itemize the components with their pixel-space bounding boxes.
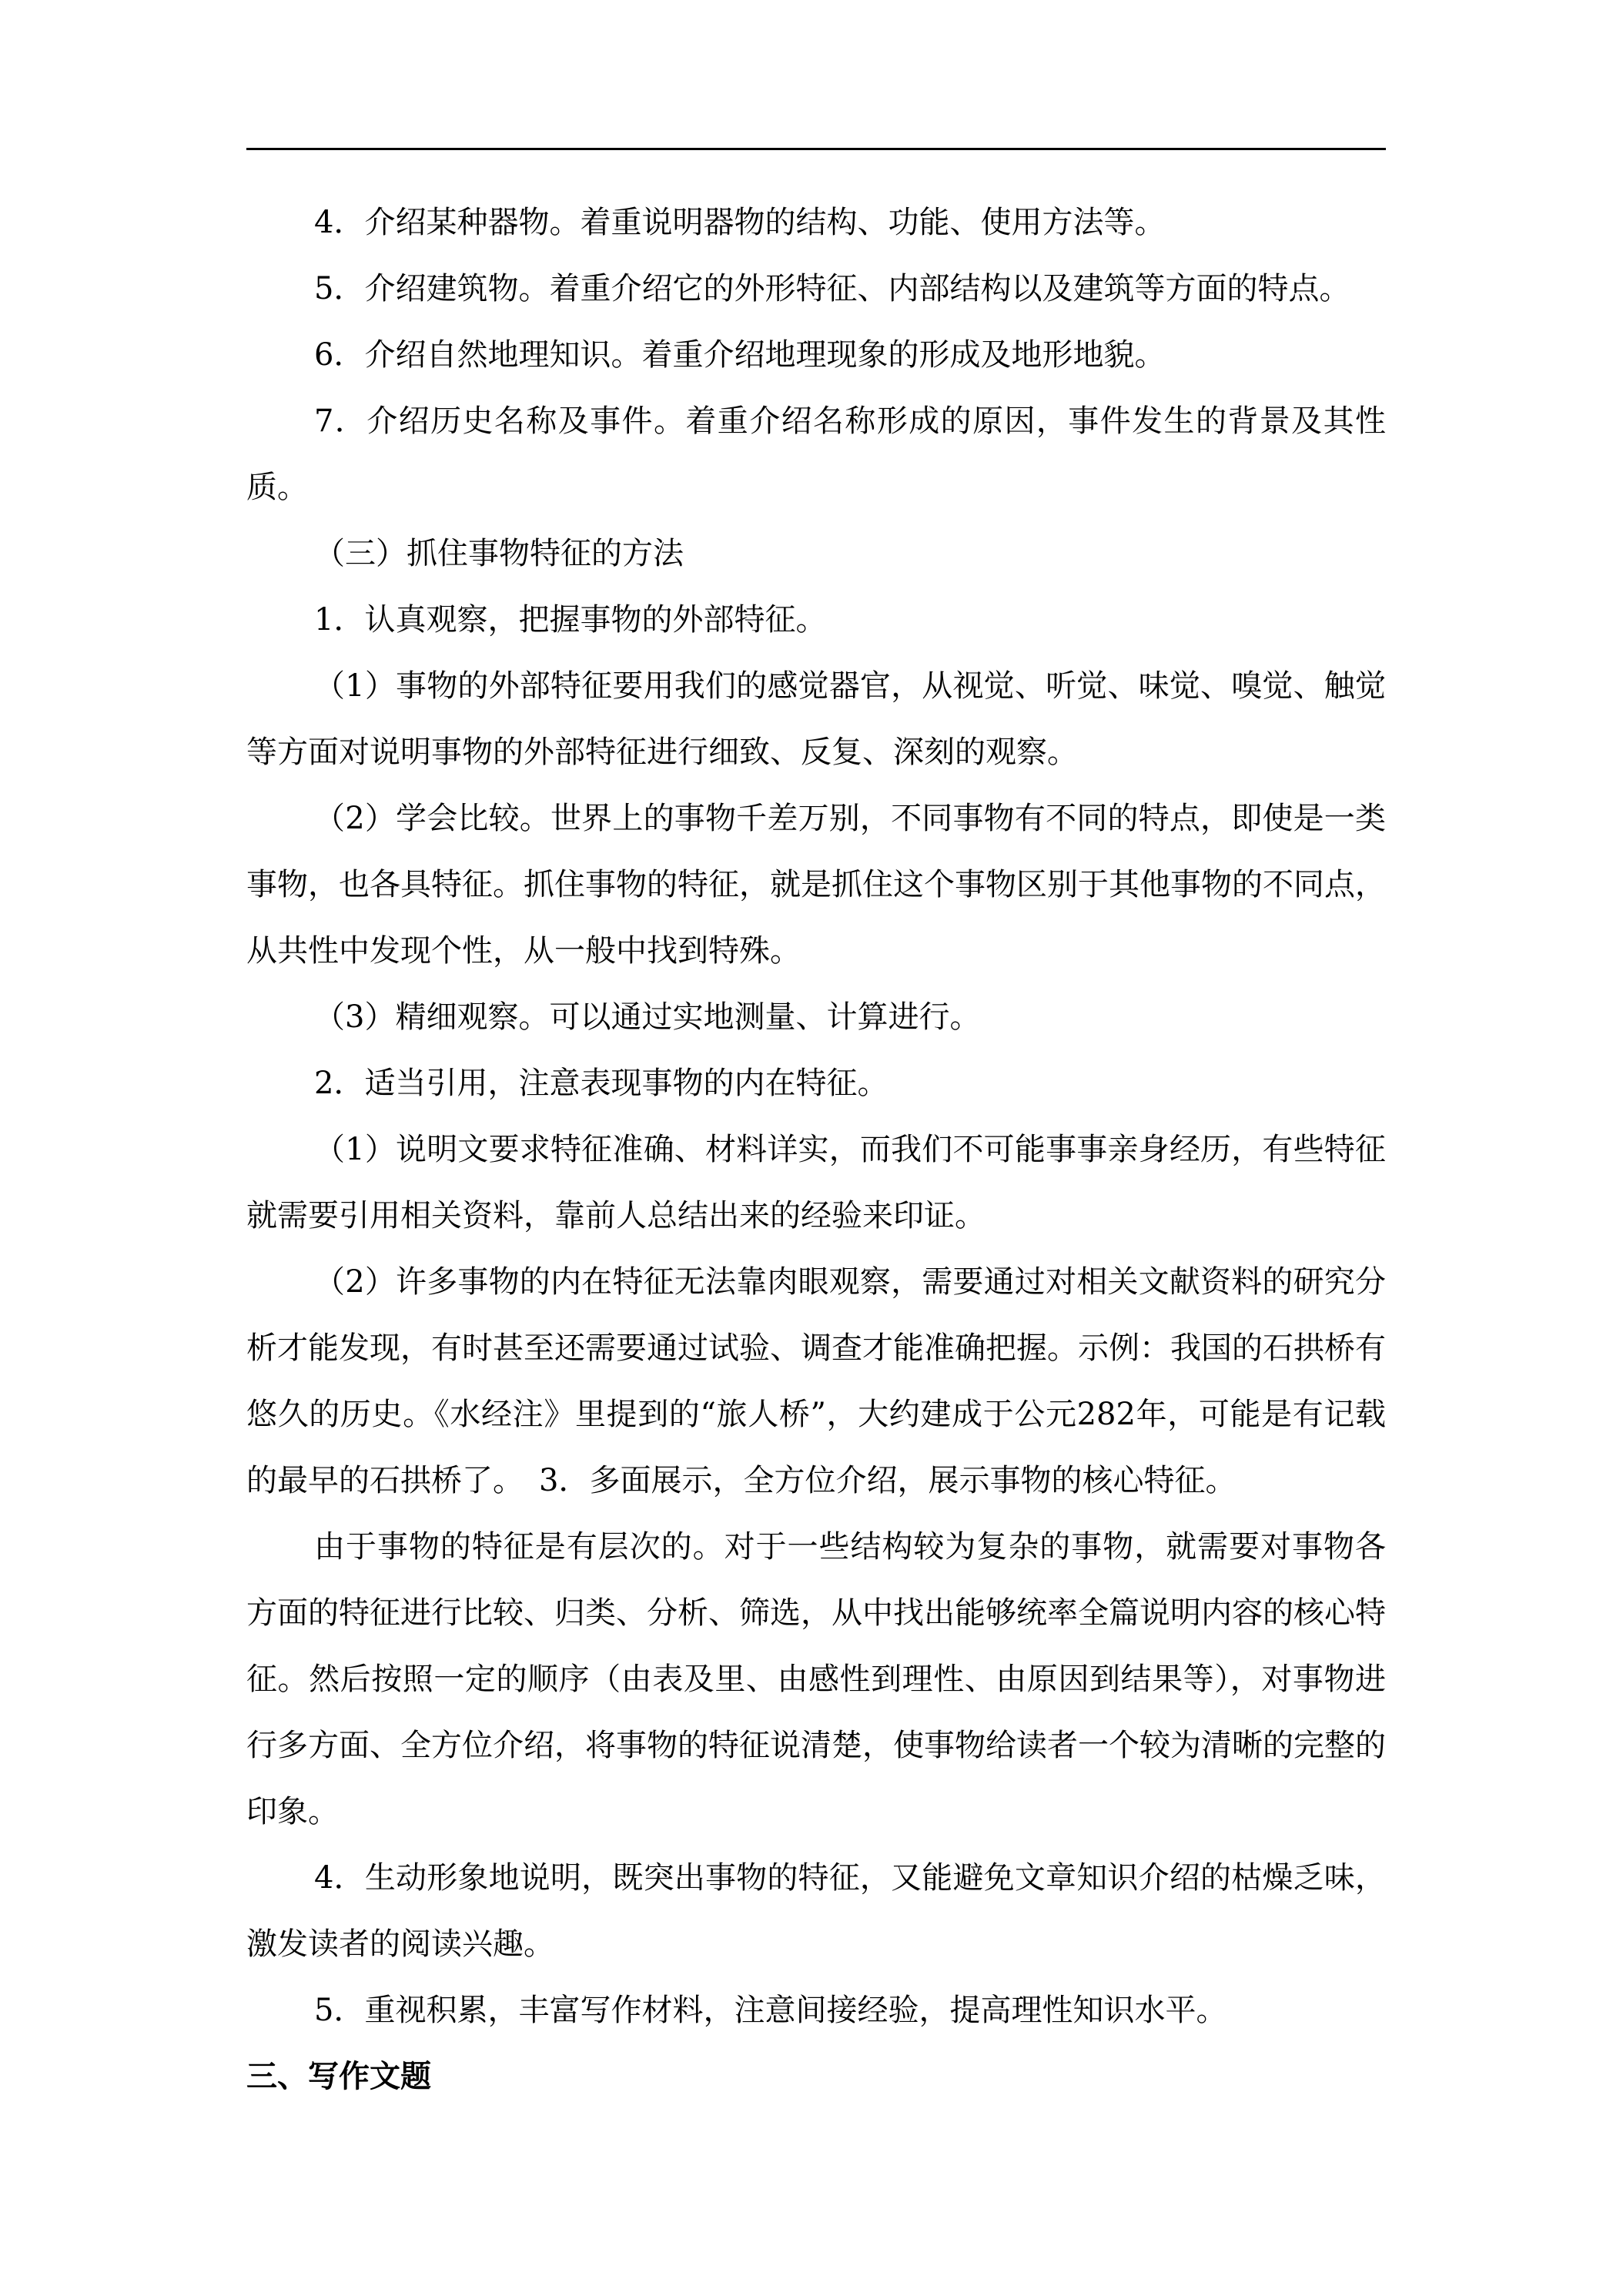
method-1-observe: 1．认真观察，把握事物的外部特征。 bbox=[314, 602, 827, 638]
document-body bbox=[246, 189, 1386, 2110]
paragraph-item-5-building: 5．介绍建筑物。着重介绍它的外形特征、内部结构以及建筑等方面的特点。 bbox=[314, 271, 1350, 306]
method-2-point-1: （1）说明文要求特征准确、材料详实，而我们不可能事事亲身经历，有些特征就需要引用相关资料，靠前人总结出来的经验来印证。 bbox=[246, 1132, 1386, 1233]
method-2-point-2: （2）许多事物的内在特征无法靠肉眼观察，需要通过对相关文献资料的研究分析才能发现，有时甚至还需要通过试验、调查才能准确把握。示例：我国的石拱桥有悠久的历史。《水经注》里提到的“旅人桥”，大约建成于公元282年，可能是有记载的最早的石拱桥了。 3．多面展示，全方位介绍，展示事物的核心特征。 bbox=[246, 1264, 1386, 1498]
method-2-cite: 2．适当引用，注意表现事物的内在特征。 bbox=[314, 1066, 888, 1101]
method-1-point-3: （3）精细观察。可以通过实地测量、计算进行。 bbox=[314, 999, 981, 1035]
paragraph-item-6-geography: 6．介绍自然地理知识。着重介绍地理现象的形成及地形地貌。 bbox=[314, 337, 1166, 373]
method-1-point-2: （2）学会比较。世界上的事物千差万别，不同事物有不同的特点，即使是一类事物，也各具特征。抓住事物的特征，就是抓住这个事物区别于其他事物的不同点，从共性中发现个性，从一般中找到特殊。 bbox=[246, 801, 1386, 969]
paragraph-item-4-device: 4．介绍某种器物。着重说明器物的结构、功能、使用方法等。 bbox=[314, 205, 1166, 240]
subsection-heading: （三）抓住事物特征的方法 bbox=[314, 536, 684, 571]
method-1-point-1: （1）事物的外部特征要用我们的感觉器官，从视觉、听觉、味觉、嗅觉、触觉等方面对说明事物的外部特征进行细致、反复、深刻的观察。 bbox=[246, 668, 1386, 770]
paragraph-item-7-history: 7．介绍历史名称及事件。着重介绍名称形成的原因，事件发生的背景及其性质。 bbox=[246, 403, 1386, 505]
method-3-detail: 由于事物的特征是有层次的。对于一些结构较为复杂的事物，就需要对事物各方面的特征进行比较、归类、分析、筛选，从中找出能够统率全篇说明内容的核心特征。然后按照一定的顺序（由表及里、由感性到理性、由原因到结果等），对事物进行多方面、全方位介绍，将事物的特征说清楚，使事物给读者一个较为清晰的完整的印象。 bbox=[246, 1529, 1386, 1829]
method-5-accumulate: 5．重视积累，丰富写作材料，注意间接经验，提高理性知识水平。 bbox=[314, 1993, 1227, 2028]
method-4-vivid: 4．生动形象地说明，既突出事物的特征，又能避免文章知识介绍的枯燥乏味，激发读者的阅读兴趣。 bbox=[246, 1860, 1386, 1962]
header-rule bbox=[246, 148, 1386, 150]
section-heading: 三、写作文题 bbox=[246, 2058, 431, 2094]
